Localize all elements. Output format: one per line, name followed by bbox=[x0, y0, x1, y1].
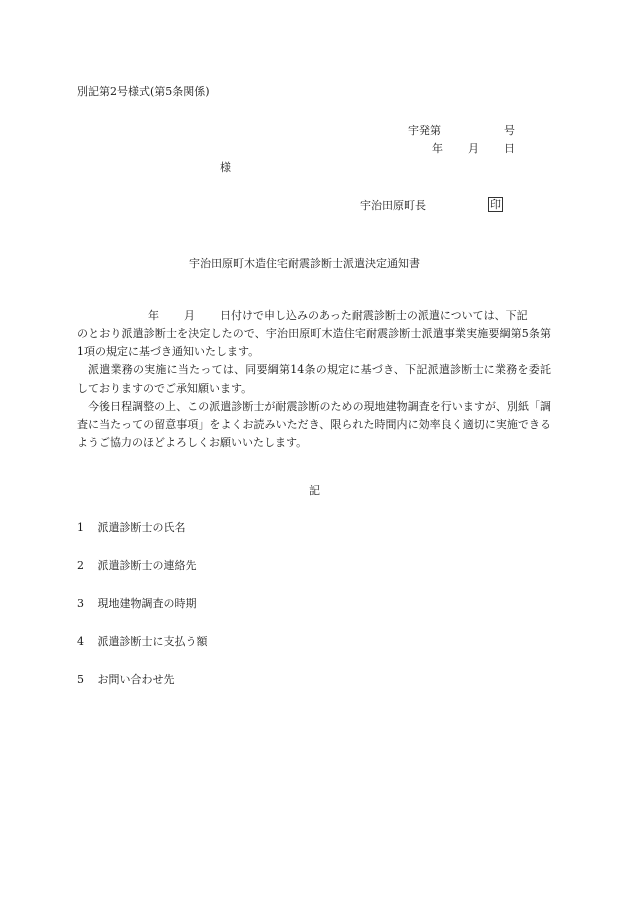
sender-title: 宇治田原町長 bbox=[360, 199, 426, 212]
date-month: 月 bbox=[468, 142, 479, 155]
item-number: 5 bbox=[77, 673, 84, 686]
item-label: 派遣診断士の氏名 bbox=[97, 521, 186, 534]
item-number: 3 bbox=[77, 597, 84, 610]
document-title: 宇治田原町木造住宅耐震診断士派遣決定通知書 bbox=[189, 257, 420, 270]
ki-heading: 記 bbox=[309, 484, 320, 497]
list-item bbox=[77, 557, 197, 575]
item-label: 派遣診断士の連絡先 bbox=[97, 559, 197, 572]
body-paragraphs bbox=[77, 325, 551, 452]
form-label: 別記第2号様式(第5条関係) bbox=[77, 85, 210, 98]
list-item bbox=[77, 519, 186, 537]
body-line1: 日付けで申し込みのあった耐震診断士の派遣については、下記 bbox=[220, 309, 528, 322]
paragraph-3: 今後日程調整の上、この派遣診断士が耐震診断のための現地建物調査を行いますが、別紙「調査に当たっての留意事項」をよくお読みいただき、限られた時間内に効率良く適切に実施できるようご協力のほどよろしくお願いいたします。 bbox=[77, 399, 551, 450]
seal-mark bbox=[488, 196, 503, 214]
item-label: お問い合わせ先 bbox=[97, 673, 175, 686]
doc-number-suffix: 号 bbox=[504, 124, 515, 137]
item-number: 1 bbox=[77, 521, 84, 534]
list-item bbox=[77, 595, 197, 613]
item-label: 現地建物調査の時期 bbox=[97, 597, 197, 610]
seal-label: 印 bbox=[490, 198, 501, 211]
date-day: 日 bbox=[504, 142, 515, 155]
paragraph-1-rest: のとおり派遣診断士を決定したので、宇治田原町木造住宅耐震診断士派遣事業実施要綱第5条第1項の規定に基づき通知いたします。 bbox=[77, 327, 551, 359]
recipient-honorific: 様 bbox=[220, 161, 231, 174]
body-year: 年 bbox=[148, 309, 159, 322]
list-item bbox=[77, 633, 208, 651]
doc-number-prefix: 宇発第 bbox=[408, 124, 441, 137]
list-item bbox=[77, 671, 175, 689]
item-number: 2 bbox=[77, 559, 84, 572]
date-year: 年 bbox=[432, 142, 443, 155]
item-number: 4 bbox=[77, 635, 84, 648]
paragraph-2: 派遣業務の実施に当たっては、同要綱第14条の規定に基づき、下記派遣診断士に業務を委託しておりますのでご承知願います。 bbox=[77, 363, 551, 395]
body-month: 月 bbox=[184, 309, 195, 322]
item-label: 派遣診断士に支払う額 bbox=[97, 635, 208, 648]
